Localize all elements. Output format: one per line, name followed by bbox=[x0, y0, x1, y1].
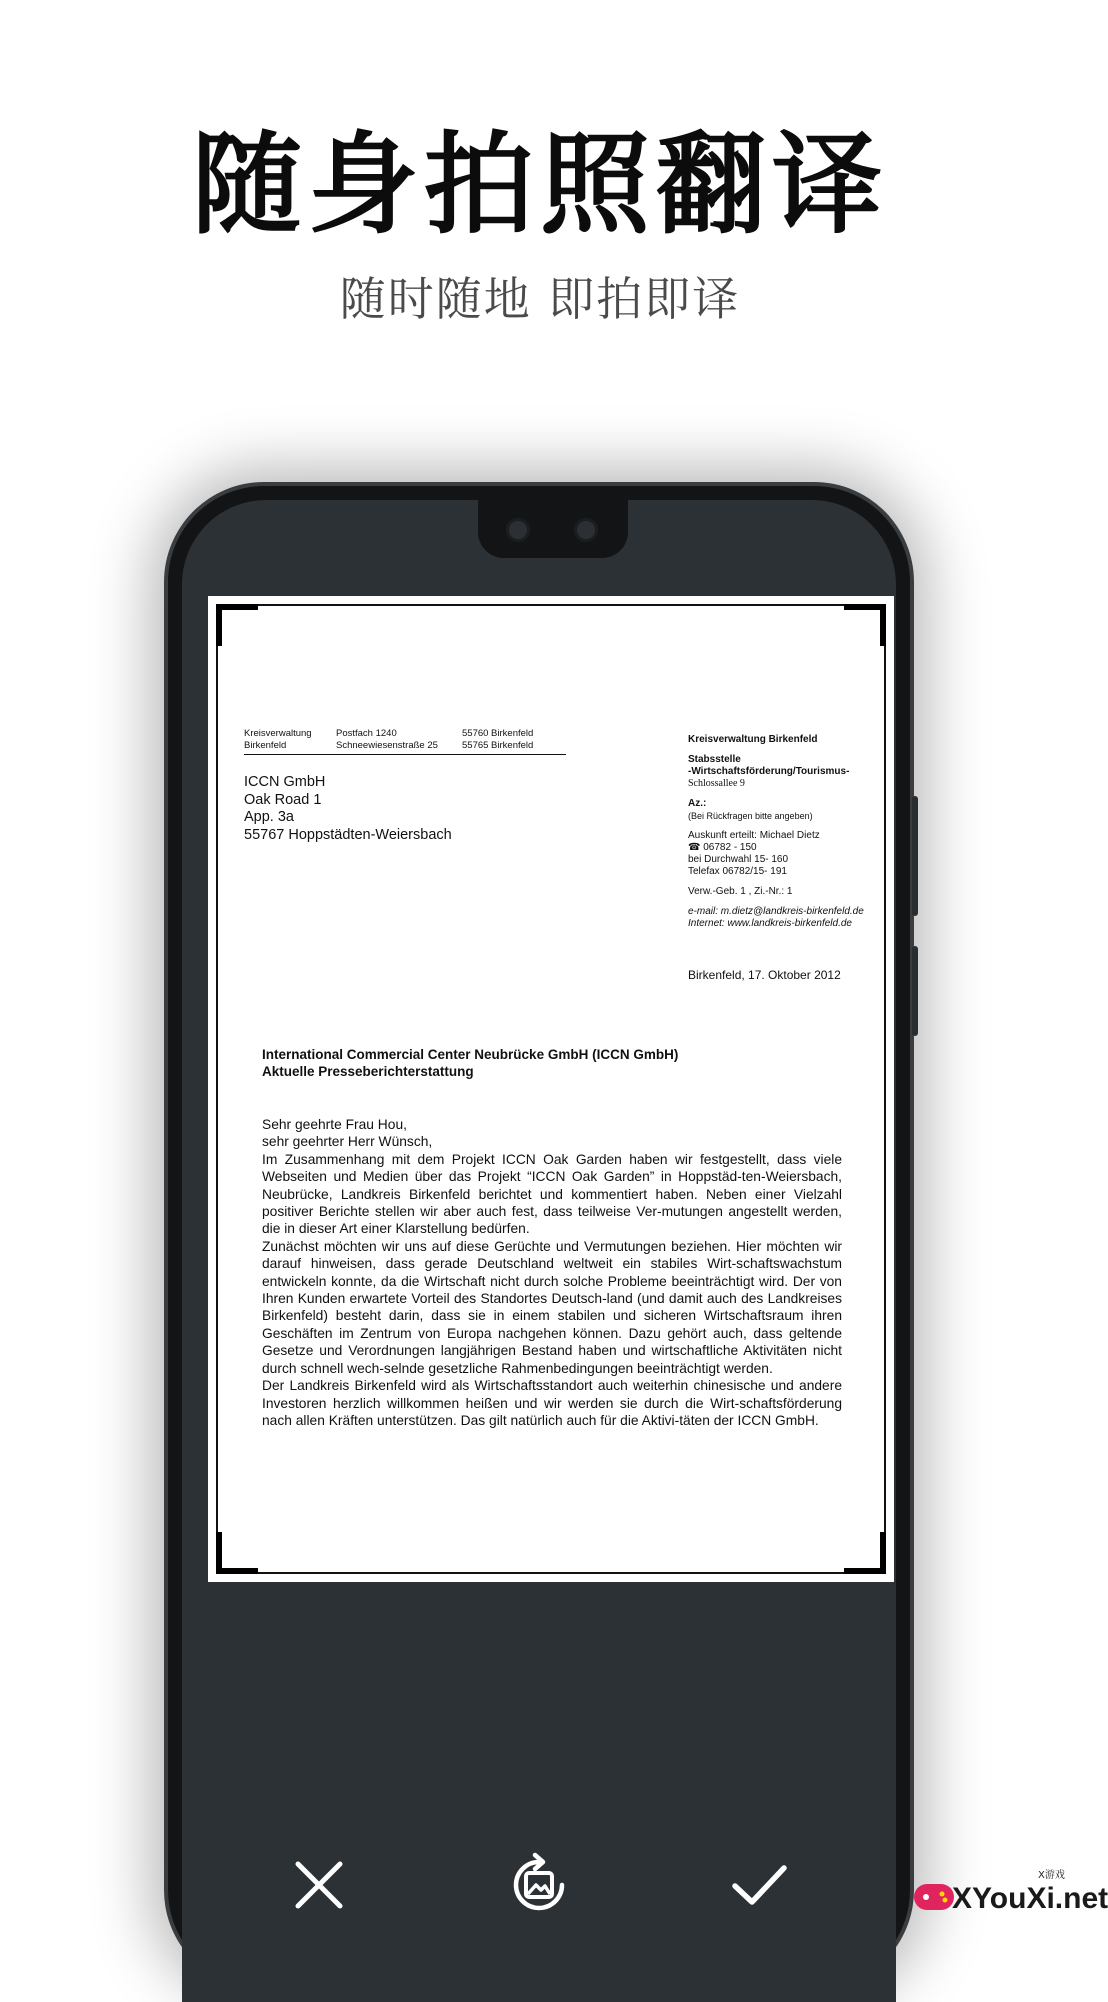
sender-text: Birkenfeld bbox=[244, 740, 287, 751]
scan-controls-bar bbox=[182, 1582, 896, 2002]
headline-subtitle: 随时随地 即拍即译 bbox=[339, 272, 741, 326]
info-email: e-mail: m.dietz@landkreis-birkenfeld.de bbox=[688, 906, 864, 917]
recipient-line: Oak Road 1 bbox=[244, 791, 322, 808]
recipient-address bbox=[244, 774, 452, 844]
rotate-image-icon bbox=[494, 1840, 584, 1930]
letter-date: Birkenfeld, 17. Oktober 2012 bbox=[688, 968, 841, 982]
letterhead-info bbox=[688, 734, 894, 930]
power-button bbox=[912, 946, 918, 1036]
recipient-line: ICCN GmbH bbox=[244, 774, 326, 790]
body-paragraph: Im Zusammenhang mit dem Projekt ICCN Oak Garden haben wir festgestellt, dass viele Webseiten und Medien über das Projekt “ICCN Oak Garden” in Hoppstäd-ten-Weiersbach, Neubrücke, Landkreis Birkenfeld berichtet und kommentiert haben. Neben einer Vielzahl positiver Berichte stellen wir aber auch fest, dass teilweise Ver-mutungen angestellt werden, die in dieser Art einer Klarstellung bedürfen. bbox=[262, 1151, 842, 1237]
sender-text: Schneewiesenstraße 25 bbox=[336, 740, 438, 751]
letter-subject bbox=[262, 1046, 678, 1080]
confirm-button[interactable] bbox=[714, 1840, 804, 1930]
info-org: Kreisverwaltung Birkenfeld bbox=[688, 734, 818, 745]
recipient-line: 55767 Hoppstädten-Weiersbach bbox=[244, 826, 452, 843]
volume-button bbox=[912, 796, 918, 916]
watermark-text: XYouXi.net bbox=[952, 1882, 1108, 1915]
front-camera-icon bbox=[506, 518, 530, 542]
close-icon bbox=[274, 1840, 364, 1930]
sender-text: 55760 Birkenfeld bbox=[462, 728, 534, 739]
site-watermark bbox=[912, 1866, 1108, 1920]
crop-handle-top-left[interactable] bbox=[216, 604, 258, 646]
gamepad-logo-icon bbox=[912, 1878, 956, 1914]
subject-line: International Commercial Center Neubrücke GmbH (ICCN GmbH) bbox=[262, 1047, 679, 1062]
cancel-button[interactable] bbox=[274, 1840, 364, 1930]
letter-body bbox=[262, 1116, 842, 1429]
info-dept: Stabsstelle bbox=[688, 754, 741, 765]
crop-handle-top-right[interactable] bbox=[844, 604, 886, 646]
phone-screen bbox=[182, 500, 896, 1986]
sender-text: 55765 Birkenfeld bbox=[462, 740, 534, 751]
sender-text: Kreisverwaltung bbox=[244, 728, 312, 739]
front-sensor-icon bbox=[574, 518, 598, 542]
sender-text: Postfach 1240 bbox=[336, 728, 397, 739]
rotate-button[interactable] bbox=[494, 1840, 584, 1930]
info-fax: Telefax 06782/15- 191 bbox=[688, 866, 787, 877]
info-internet: Internet: www.landkreis-birkenfeld.de bbox=[688, 918, 852, 929]
watermark-small-text: X游戏 bbox=[1038, 1870, 1065, 1881]
scan-preview[interactable] bbox=[208, 596, 894, 1582]
info-contact: Auskunft erteilt: Michael Dietz bbox=[688, 830, 820, 841]
body-paragraph: Der Landkreis Birkenfeld wird als Wirtschaftsstandort auch weiterhin chinesische und andere Investoren herzlich willkommen heißen und wir werden sie durch die Wirt-schaftsförderung nach allen Kräften unterstützen. Das gilt natürlich auch für die Aktivi-täten der ICCN GmbH. bbox=[262, 1378, 842, 1428]
checkmark-icon bbox=[714, 1840, 804, 1930]
info-az: Az.: bbox=[688, 798, 707, 809]
subject-line: Aktuelle Presseberichterstattung bbox=[262, 1064, 474, 1079]
crop-handle-bottom-left[interactable] bbox=[216, 1532, 258, 1574]
salutation: sehr geehrter Herr Wünsch, bbox=[262, 1134, 433, 1150]
sender-address-line bbox=[244, 728, 566, 755]
crop-handle-bottom-right[interactable] bbox=[844, 1532, 886, 1574]
body-paragraph: Zunächst möchten wir uns auf diese Gerüchte und Vermutungen beziehen. Hier möchten wir darauf hinweisen, dass gerade Deutschland weltweit ein stabiles Wirt-schaftswachstum entwickeln konnte, da die Wirtschaft nicht durch solche Probleme beeinträchtigt wird. Der von Ihren Kunden erwartete Vorteil des Standortes Deutsch-land (und damit auch des Landkreises Birkenfeld) besteht darin, dass sie in einem stabilen und sicheren Wirtschaftsraum ihren Geschäften im Zentrum von Europa nachgehen können. Dazu gehört auch, dass geltende Gesetze und Verordnungen langjährigen Bestand haben und wirtschaftliche Aktivitäten nicht durch schnell wech-selnde gesetzliche Rahmenbedingungen beeinträchtigt werden. bbox=[262, 1238, 842, 1376]
info-dept: -Wirtschaftsförderung/Tourismus- bbox=[688, 766, 850, 777]
info-address: Schlossallee 9 bbox=[688, 778, 745, 789]
info-ext: bei Durchwahl 15- 160 bbox=[688, 854, 789, 865]
info-phone: ☎ 06782 - 150 bbox=[688, 842, 757, 853]
info-room: Verw.-Geb. 1 , Zi.-Nr.: 1 bbox=[688, 886, 793, 897]
camera-notch bbox=[478, 500, 628, 558]
info-az-note: (Bei Rückfragen bitte angeben) bbox=[688, 811, 813, 821]
salutation: Sehr geehrte Frau Hou, bbox=[262, 1117, 407, 1132]
phone-frame bbox=[168, 486, 910, 1986]
recipient-line: App. 3a bbox=[244, 809, 294, 825]
headline-title: 随身拍照翻译 bbox=[192, 121, 888, 249]
